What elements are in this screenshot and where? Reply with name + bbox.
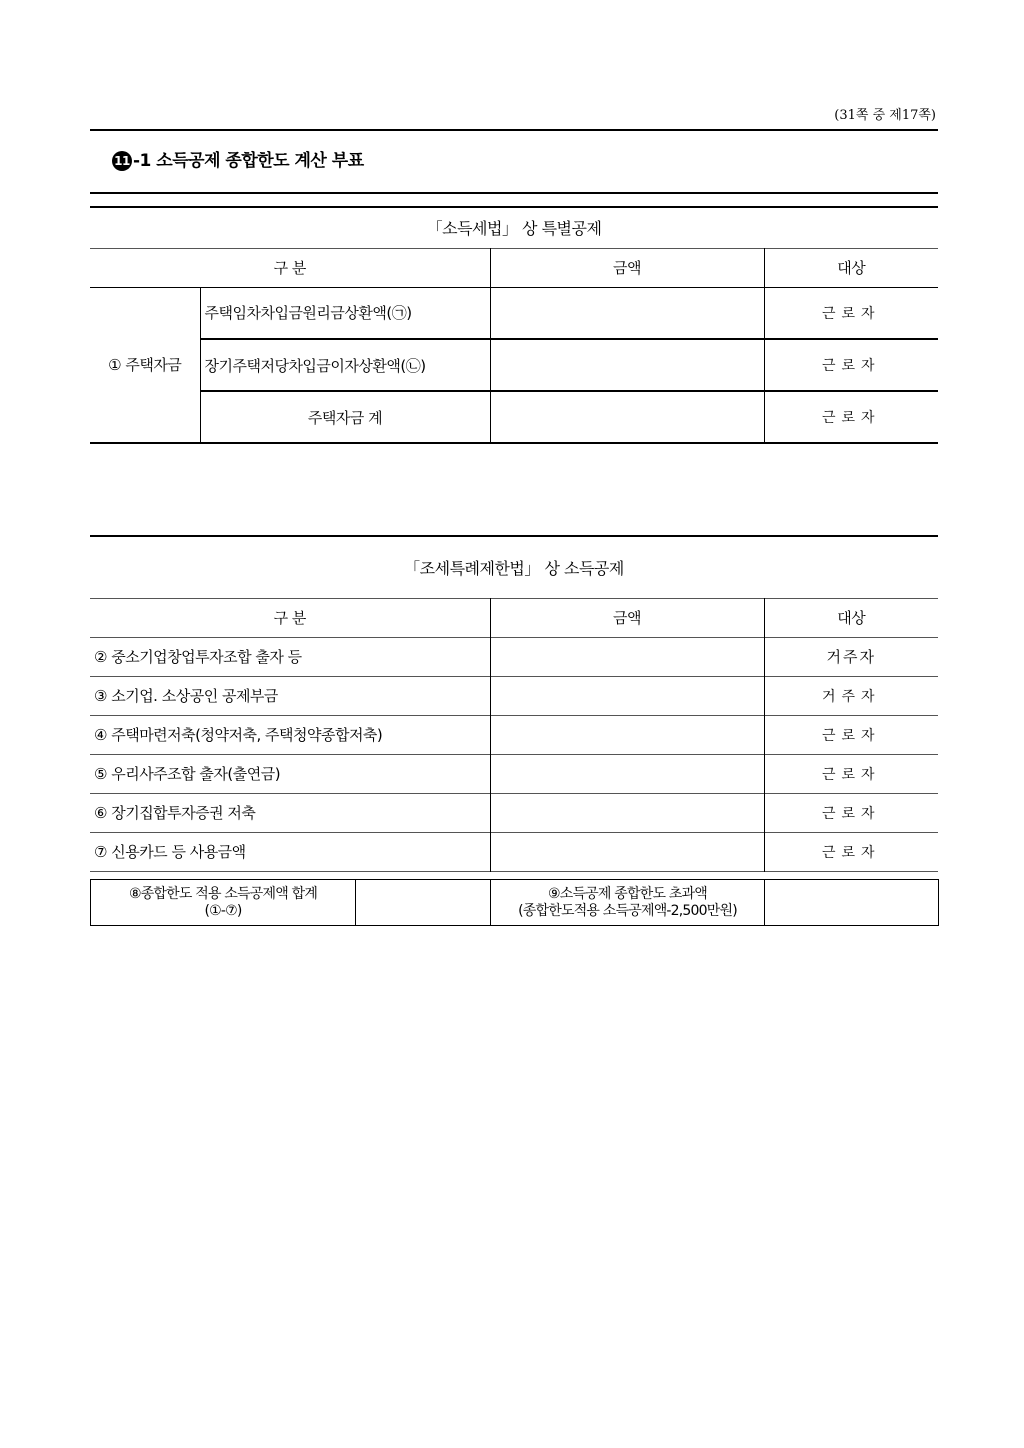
amount-cell[interactable] — [490, 676, 764, 715]
amount-cell[interactable] — [490, 391, 764, 443]
target-cell: 근로자 — [764, 793, 938, 832]
row-label: ⑥ 장기집합투자증권 저축 — [94, 804, 256, 822]
row-label: ⑦ 신용카드 등 사용금액 — [94, 843, 246, 861]
excess-amount-label-line1: ⑨소득공제 종합한도 초과액 — [547, 885, 707, 902]
target-cell: 근로자 — [764, 832, 938, 871]
page-indicator: (31쪽 중 제17쪽) — [834, 108, 936, 123]
amount-cell[interactable] — [490, 754, 764, 793]
total-deduction-label-line1: ⑧종합한도 적용 소득공제액 합계 — [128, 885, 318, 902]
housing-fund-group-label: ① 주택자금 — [90, 287, 200, 443]
total-deduction-label — [91, 880, 356, 926]
target-cell: 거주자 — [764, 637, 938, 676]
column-header-category: 구 분 — [273, 259, 306, 277]
tax-special-deduction-table — [90, 535, 938, 872]
section1-caption: 「소득세법」 상 특별공제 — [426, 219, 602, 239]
target-cell: 근로자 — [764, 339, 938, 391]
amount-cell[interactable] — [490, 339, 764, 391]
column-header-target: 대상 — [764, 598, 938, 637]
title-text: -1 소득공제 종합한도 계산 부표 — [133, 151, 364, 171]
section2-caption: 「조세특례제한법」 상 소득공제 — [404, 558, 624, 578]
column-header-category: 구 분 — [273, 609, 306, 627]
section-number-badge: 11 — [112, 151, 132, 171]
row-label: 주택임차차입금원리금상환액(㉠) — [200, 287, 490, 339]
excess-amount-label-line2: (종합한도적용 소득공제액-2,500만원) — [518, 902, 737, 919]
amount-cell[interactable] — [490, 637, 764, 676]
column-header-amount: 금액 — [490, 248, 764, 287]
target-cell: 근로자 — [764, 715, 938, 754]
row-label: 주택자금 계 — [200, 391, 490, 443]
amount-cell[interactable] — [490, 832, 764, 871]
row-label: ② 중소기업창업투자조합 출자 등 — [94, 648, 302, 666]
total-deduction-value[interactable] — [356, 880, 491, 926]
target-cell: 거주자 — [764, 676, 938, 715]
document-title — [112, 146, 364, 171]
row-label: 장기주택저당차입금이자상환액(㉡) — [200, 339, 490, 391]
target-cell: 근로자 — [764, 391, 938, 443]
excess-amount-label — [491, 880, 765, 926]
top-rule — [90, 129, 938, 131]
amount-cell[interactable] — [490, 287, 764, 339]
target-cell: 근로자 — [764, 287, 938, 339]
target-cell: 근로자 — [764, 754, 938, 793]
row-label: ④ 주택마련저축(청약저축, 주택청약종합저축) — [94, 726, 383, 744]
row-label: ③ 소기업. 소상공인 공제부금 — [94, 687, 278, 705]
amount-cell[interactable] — [490, 793, 764, 832]
amount-cell[interactable] — [490, 715, 764, 754]
excess-amount-value[interactable] — [765, 880, 939, 926]
title-rule — [90, 192, 938, 194]
total-deduction-label-line2: (①-⑦) — [204, 902, 242, 919]
column-header-amount: 금액 — [490, 598, 764, 637]
row-label: ⑤ 우리사주조합 출자(출연금) — [94, 765, 281, 783]
special-deduction-table — [90, 206, 938, 444]
column-header-target: 대상 — [764, 248, 938, 287]
summary-table — [90, 879, 939, 926]
